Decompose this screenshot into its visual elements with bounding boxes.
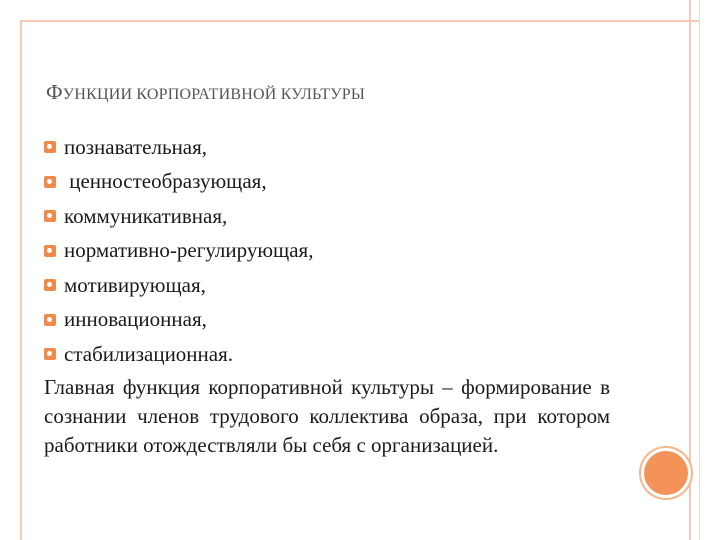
title-rest: УНКЦИИ КОРПОРАТИВНОЙ КУЛЬТУРЫ (62, 86, 365, 103)
frame-right-line-thin (699, 0, 700, 540)
list-item (44, 130, 313, 165)
list-item (44, 303, 313, 338)
slide-title (46, 80, 365, 105)
bullet-icon (44, 141, 56, 153)
frame-top-line (20, 20, 700, 22)
function-list (44, 130, 313, 372)
bullet-icon (44, 314, 56, 326)
list-item-text: нормативно-регулирующая, (64, 238, 314, 263)
bullet-icon (44, 245, 56, 257)
bullet-icon (44, 279, 56, 291)
decorative-circle (641, 448, 691, 498)
list-item (44, 337, 313, 372)
bullet-icon (44, 176, 56, 188)
list-item (44, 268, 313, 303)
main-function-paragraph: Главная функция корпоративной культуры – формирование в сознании членов трудового коллектива образа, при котором работники отождествляли бы себя с организацией. (44, 375, 610, 457)
list-item-text: коммуникативная, (64, 203, 228, 228)
frame-right-line (689, 0, 691, 540)
frame-left-line (20, 20, 22, 540)
list-item-text: мотивирующая, (64, 272, 206, 297)
list-item (44, 165, 313, 200)
list-item-text: стабилизационная. (64, 341, 234, 366)
list-item (44, 199, 313, 234)
list-item (44, 234, 313, 269)
list-item-text: инновационная, (64, 307, 207, 332)
list-item-text: познавательная, (64, 134, 208, 159)
bullet-icon (44, 210, 56, 222)
list-item-text: ценностеобразующая, (64, 169, 267, 194)
bullet-icon (44, 348, 56, 360)
title-initial: Ф (46, 80, 63, 104)
